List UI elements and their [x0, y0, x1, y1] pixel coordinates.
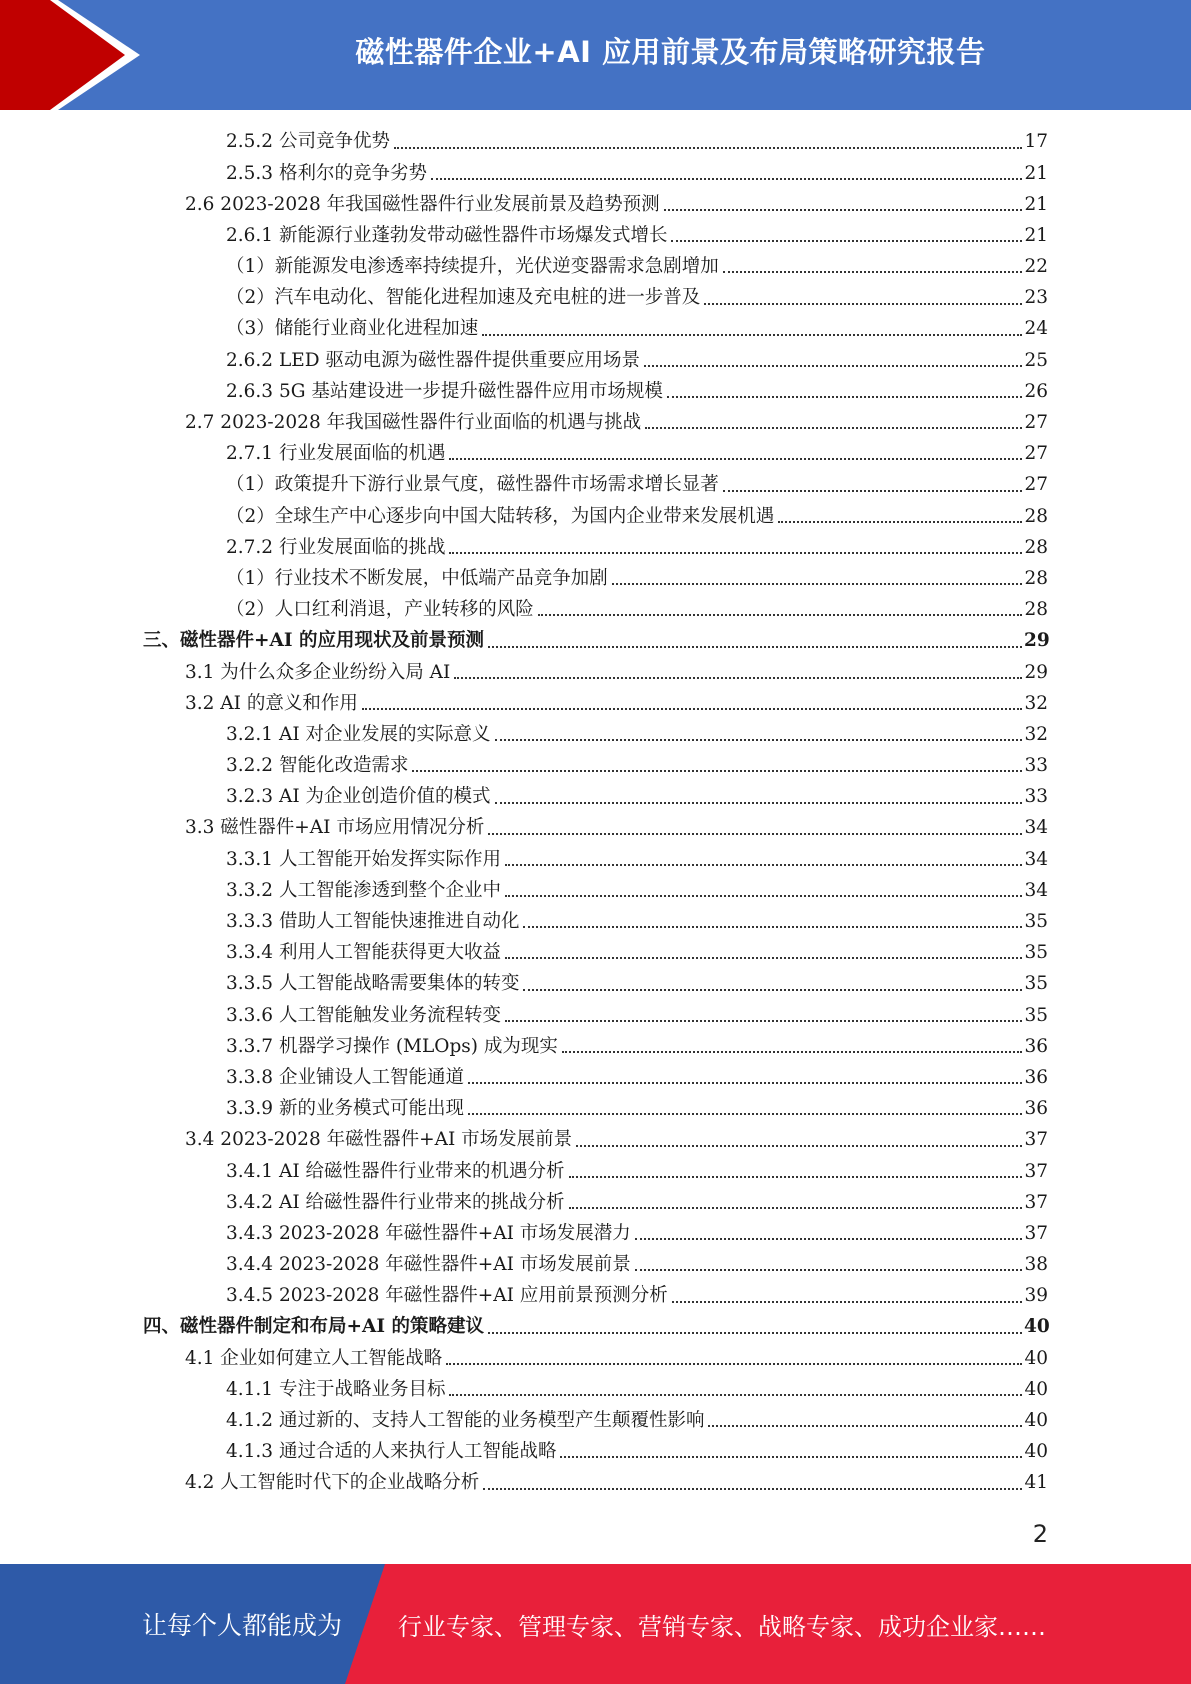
- toc-page-number: 40: [1024, 1316, 1050, 1338]
- toc-entry-title: 3.1 为什么众多企业纷纷入局 AI: [185, 661, 451, 683]
- toc-dot-leader: [523, 989, 1022, 991]
- toc-dot-leader: [645, 427, 1022, 429]
- toc-entry-title: （3）储能行业商业化进程加速: [226, 318, 479, 340]
- toc-entry[interactable]: [0, 1125, 1191, 1156]
- toc-entry-title: 4.1 企业如何建立人工智能战略: [185, 1347, 443, 1369]
- toc-dot-leader: [431, 178, 1022, 180]
- toc-entry-title: 3.3.4 利用人工智能获得更大收益: [226, 942, 501, 964]
- toc-entry-title: 2.7.2 行业发展面临的挑战: [226, 536, 446, 558]
- toc-entry-title: 3.2.3 AI 为企业创造价值的模式: [226, 786, 491, 808]
- toc-page-number: 35: [1024, 911, 1048, 933]
- toc-entry[interactable]: [0, 501, 1191, 532]
- toc-entry[interactable]: [0, 782, 1191, 813]
- toc-dot-leader: [664, 209, 1022, 211]
- toc-entry[interactable]: [0, 813, 1191, 844]
- red-arrow-decoration: [0, 0, 160, 110]
- toc-entry[interactable]: [0, 595, 1191, 626]
- toc-entry[interactable]: [0, 564, 1191, 595]
- toc-entry[interactable]: [0, 751, 1191, 782]
- toc-dot-leader: [704, 303, 1022, 305]
- toc-entry-title: （2）汽车电动化、智能化进程加速及充电桩的进一步普及: [226, 287, 701, 309]
- toc-dot-leader: [723, 271, 1022, 273]
- toc-dot-leader: [569, 1176, 1022, 1178]
- toc-entry-title: （1）政策提升下游行业景气度，磁性器件市场需求增长显著: [226, 474, 719, 496]
- page-footer: [0, 1564, 1191, 1684]
- toc-entry[interactable]: [0, 532, 1191, 563]
- toc-entry[interactable]: [0, 1156, 1191, 1187]
- toc-page-number: 35: [1024, 1004, 1048, 1026]
- toc-page-number: 36: [1024, 1035, 1048, 1057]
- toc-dot-leader: [644, 365, 1022, 367]
- toc-dot-leader: [523, 926, 1022, 928]
- toc-entry-title: 2.7.1 行业发展面临的机遇: [226, 443, 446, 465]
- toc-dot-leader: [505, 864, 1022, 866]
- toc-entry[interactable]: [0, 470, 1191, 501]
- toc-entry-title: （2）人口红利消退，产业转移的风险: [226, 599, 534, 621]
- toc-dot-leader: [449, 1394, 1022, 1396]
- toc-page-number: 34: [1024, 817, 1048, 839]
- toc-page-number: 32: [1024, 723, 1048, 745]
- toc-page-number: 27: [1024, 412, 1048, 434]
- toc-page-number: 28: [1024, 567, 1048, 589]
- footer-slogan-left: 让每个人都能成为: [142, 1611, 343, 1640]
- report-title: 磁性器件企业+AI 应用前景及布局策略研究报告: [355, 34, 986, 69]
- toc-entry-title: 3.4.3 2023-2028 年磁性器件+AI 市场发展潜力: [226, 1222, 631, 1244]
- toc-dot-leader: [569, 1207, 1022, 1209]
- toc-page-number: 34: [1024, 848, 1048, 870]
- toc-entry[interactable]: [0, 1343, 1191, 1374]
- toc-page-number: 36: [1024, 1098, 1048, 1120]
- toc-entry[interactable]: [0, 1281, 1191, 1312]
- toc-entry[interactable]: [0, 158, 1191, 189]
- toc-page-number: 26: [1024, 380, 1048, 402]
- toc-entry[interactable]: [0, 938, 1191, 969]
- toc-entry-title: 2.5.3 格利尔的竞争劣势: [226, 162, 427, 184]
- toc-entry[interactable]: [0, 1468, 1191, 1499]
- toc-page-number: 23: [1024, 287, 1048, 309]
- toc-dot-leader: [635, 1269, 1022, 1271]
- toc-dot-leader: [483, 1488, 1022, 1490]
- toc-page-number: 21: [1024, 162, 1048, 184]
- toc-dot-leader: [468, 1082, 1022, 1084]
- toc-entry[interactable]: [0, 1250, 1191, 1281]
- toc-page-number: 37: [1024, 1160, 1048, 1182]
- toc-dot-leader: [495, 802, 1022, 804]
- toc-entry-title: 四、磁性器件制定和布局+AI 的策略建议: [143, 1316, 484, 1338]
- toc-dot-leader: [468, 1113, 1022, 1115]
- toc-entry[interactable]: [0, 720, 1191, 751]
- toc-dot-leader: [778, 521, 1022, 523]
- toc-entry[interactable]: [0, 189, 1191, 220]
- toc-page-number: 35: [1024, 973, 1048, 995]
- toc-page-number: 37: [1024, 1191, 1048, 1213]
- toc-page-number: 36: [1024, 1066, 1048, 1088]
- toc-entry-title: 3.3.3 借助人工智能快速推进自动化: [226, 911, 520, 933]
- toc-page-number: 34: [1024, 879, 1048, 901]
- toc-entry-title: 2.6.1 新能源行业蓬勃发带动磁性器件市场爆发式增长: [226, 224, 668, 246]
- toc-dot-leader: [488, 833, 1022, 835]
- toc-entry-title: （2）全球生产中心逐步向中国大陆转移，为国内企业带来发展机遇: [226, 505, 775, 527]
- toc-dot-leader: [446, 1363, 1022, 1365]
- toc-entry[interactable]: [0, 688, 1191, 719]
- toc-chapter-entry[interactable]: [0, 1312, 1191, 1343]
- toc-dot-leader: [505, 1020, 1022, 1022]
- toc-dot-leader: [449, 552, 1022, 554]
- toc-chapter-entry[interactable]: [0, 626, 1191, 657]
- toc-dot-leader: [723, 490, 1022, 492]
- toc-entry[interactable]: [0, 377, 1191, 408]
- toc-page-number: 21: [1024, 193, 1048, 215]
- toc-entry-title: 4.1.3 通过合适的人来执行人工智能战略: [226, 1441, 557, 1463]
- toc-entry-title: 2.6 2023-2028 年我国磁性器件行业发展前景及趋势预测: [185, 193, 660, 215]
- toc-page-number: 28: [1024, 599, 1048, 621]
- toc-dot-leader: [635, 1238, 1022, 1240]
- toc-dot-leader: [505, 957, 1022, 959]
- page-header: [0, 0, 1191, 110]
- toc-dot-leader: [612, 583, 1022, 585]
- toc-page-number: 39: [1024, 1285, 1048, 1307]
- toc-entry-title: 3.2.1 AI 对企业发展的实际意义: [226, 723, 491, 745]
- toc-entry-title: 3.3.2 人工智能渗透到整个企业中: [226, 879, 501, 901]
- toc-entry-title: 3.4.1 AI 给磁性器件行业带来的机遇分析: [226, 1160, 565, 1182]
- toc-entry-title: 2.6.2 LED 驱动电源为磁性器件提供重要应用场景: [226, 349, 640, 371]
- toc-page-number: 40: [1024, 1378, 1048, 1400]
- toc-entry-title: 4.2 人工智能时代下的企业战略分析: [185, 1472, 480, 1494]
- toc-entry-title: 3.2.2 智能化改造需求: [226, 755, 409, 777]
- toc-entry[interactable]: [0, 221, 1191, 252]
- toc-page-number: 17: [1024, 131, 1048, 153]
- toc-page-number: 24: [1024, 318, 1048, 340]
- toc-page-number: 22: [1024, 256, 1048, 278]
- toc-dot-leader: [671, 240, 1022, 242]
- toc-entry[interactable]: [0, 1219, 1191, 1250]
- toc-page-number: 33: [1024, 786, 1048, 808]
- toc-entry-title: 3.4 2023-2028 年磁性器件+AI 市场发展前景: [185, 1129, 573, 1151]
- toc-page-number: 38: [1024, 1254, 1048, 1276]
- toc-entry-title: 3.3.6 人工智能触发业务流程转变: [226, 1004, 501, 1026]
- footer-slogan-right: 行业专家、管理专家、营销专家、战略专家、成功企业家……: [398, 1612, 1046, 1641]
- toc-page-number: 28: [1024, 505, 1048, 527]
- toc-entry[interactable]: [0, 657, 1191, 688]
- toc-page-number: 33: [1024, 755, 1048, 777]
- toc-dot-leader: [394, 147, 1022, 149]
- toc-entry[interactable]: [0, 907, 1191, 938]
- toc-dot-leader: [576, 1145, 1022, 1147]
- toc-entry-title: 4.1.2 通过新的、支持人工智能的业务模型产生颠覆性影响: [226, 1410, 705, 1432]
- toc-dot-leader: [362, 708, 1022, 710]
- toc-entry[interactable]: [0, 1375, 1191, 1406]
- toc-dot-leader: [560, 1456, 1022, 1458]
- toc-page-number: 28: [1024, 536, 1048, 558]
- toc-entry-title: （1）新能源发电渗透率持续提升，光伏逆变器需求急剧增加: [226, 256, 719, 278]
- toc-entry-title: 3.3.7 机器学习操作 (MLOps) 成为现实: [226, 1035, 558, 1057]
- toc-dot-leader: [538, 614, 1022, 616]
- toc-dot-leader: [449, 458, 1022, 460]
- toc-entry[interactable]: [0, 283, 1191, 314]
- toc-entry[interactable]: [0, 844, 1191, 875]
- toc-dot-leader: [488, 646, 1022, 648]
- toc-page-number: 29: [1024, 630, 1050, 652]
- toc-dot-leader: [672, 1301, 1022, 1303]
- toc-entry-title: 3.3.9 新的业务模式可能出现: [226, 1098, 464, 1120]
- toc-entry-title: 3.4.4 2023-2028 年磁性器件+AI 市场发展前景: [226, 1254, 631, 1276]
- toc-page-number: 29: [1024, 661, 1048, 683]
- toc-entry-title: 2.7 2023-2028 年我国磁性器件行业面临的机遇与挑战: [185, 412, 642, 434]
- toc-dot-leader: [495, 739, 1022, 741]
- toc-entry-title: 2.5.2 公司竞争优势: [226, 131, 390, 153]
- toc-entry[interactable]: [0, 1000, 1191, 1031]
- toc-page-number: 35: [1024, 942, 1048, 964]
- toc-entry[interactable]: [0, 314, 1191, 345]
- toc-page-number: 40: [1024, 1441, 1048, 1463]
- toc-dot-leader: [482, 334, 1022, 336]
- toc-page-number: 27: [1024, 474, 1048, 496]
- toc-entry-title: 3.2 AI 的意义和作用: [185, 692, 358, 714]
- toc-entry[interactable]: [0, 1031, 1191, 1062]
- toc-entry[interactable]: [0, 345, 1191, 376]
- toc-entry-title: 2.6.3 5G 基站建设进一步提升磁性器件应用市场规模: [226, 380, 663, 402]
- toc-dot-leader: [667, 396, 1022, 398]
- toc-entry-title: （1）行业技术不断发展，中低端产品竞争加剧: [226, 567, 608, 589]
- toc-entry[interactable]: [0, 1437, 1191, 1468]
- toc-entry[interactable]: [0, 1094, 1191, 1125]
- toc-page-number: 32: [1024, 692, 1048, 714]
- toc-entry-title: 4.1.1 专注于战略业务目标: [226, 1378, 446, 1400]
- toc-entry-title: 3.4.2 AI 给磁性器件行业带来的挑战分析: [226, 1191, 565, 1213]
- toc-entry-title: 3.3 磁性器件+AI 市场应用情况分析: [185, 817, 485, 839]
- toc-entry[interactable]: [0, 1187, 1191, 1218]
- toc-entry[interactable]: [0, 439, 1191, 470]
- toc-page-number: 37: [1024, 1222, 1048, 1244]
- toc-entry-title: 3.3.5 人工智能战略需要集体的转变: [226, 973, 520, 995]
- toc-entry-title: 三、磁性器件+AI 的应用现状及前景预测: [143, 630, 484, 652]
- toc-entry[interactable]: [0, 969, 1191, 1000]
- toc-page-number: 41: [1024, 1472, 1048, 1494]
- toc-entry[interactable]: [0, 876, 1191, 907]
- toc-entry-title: 3.3.8 企业铺设人工智能通道: [226, 1066, 464, 1088]
- toc-entry[interactable]: [0, 1406, 1191, 1437]
- toc-entry[interactable]: [0, 408, 1191, 439]
- toc-entry[interactable]: [0, 127, 1191, 158]
- toc-page-number: 25: [1024, 349, 1048, 371]
- toc-dot-leader: [708, 1425, 1022, 1427]
- toc-dot-leader: [412, 770, 1022, 772]
- table-of-contents: [0, 127, 1191, 1499]
- toc-page-number: 27: [1024, 443, 1048, 465]
- toc-page-number: 40: [1024, 1410, 1048, 1432]
- toc-entry-title: 3.4.5 2023-2028 年磁性器件+AI 应用前景预测分析: [226, 1285, 668, 1307]
- toc-entry[interactable]: [0, 1063, 1191, 1094]
- toc-dot-leader: [562, 1051, 1022, 1053]
- toc-dot-leader: [454, 677, 1022, 679]
- toc-dot-leader: [505, 895, 1022, 897]
- toc-page-number: 40: [1024, 1347, 1048, 1369]
- toc-page-number: 21: [1024, 224, 1048, 246]
- toc-entry-title: 3.3.1 人工智能开始发挥实际作用: [226, 848, 501, 870]
- toc-page-number: 37: [1024, 1129, 1048, 1151]
- toc-entry[interactable]: [0, 252, 1191, 283]
- toc-dot-leader: [488, 1332, 1022, 1334]
- page-number: 2: [1032, 1520, 1048, 1548]
